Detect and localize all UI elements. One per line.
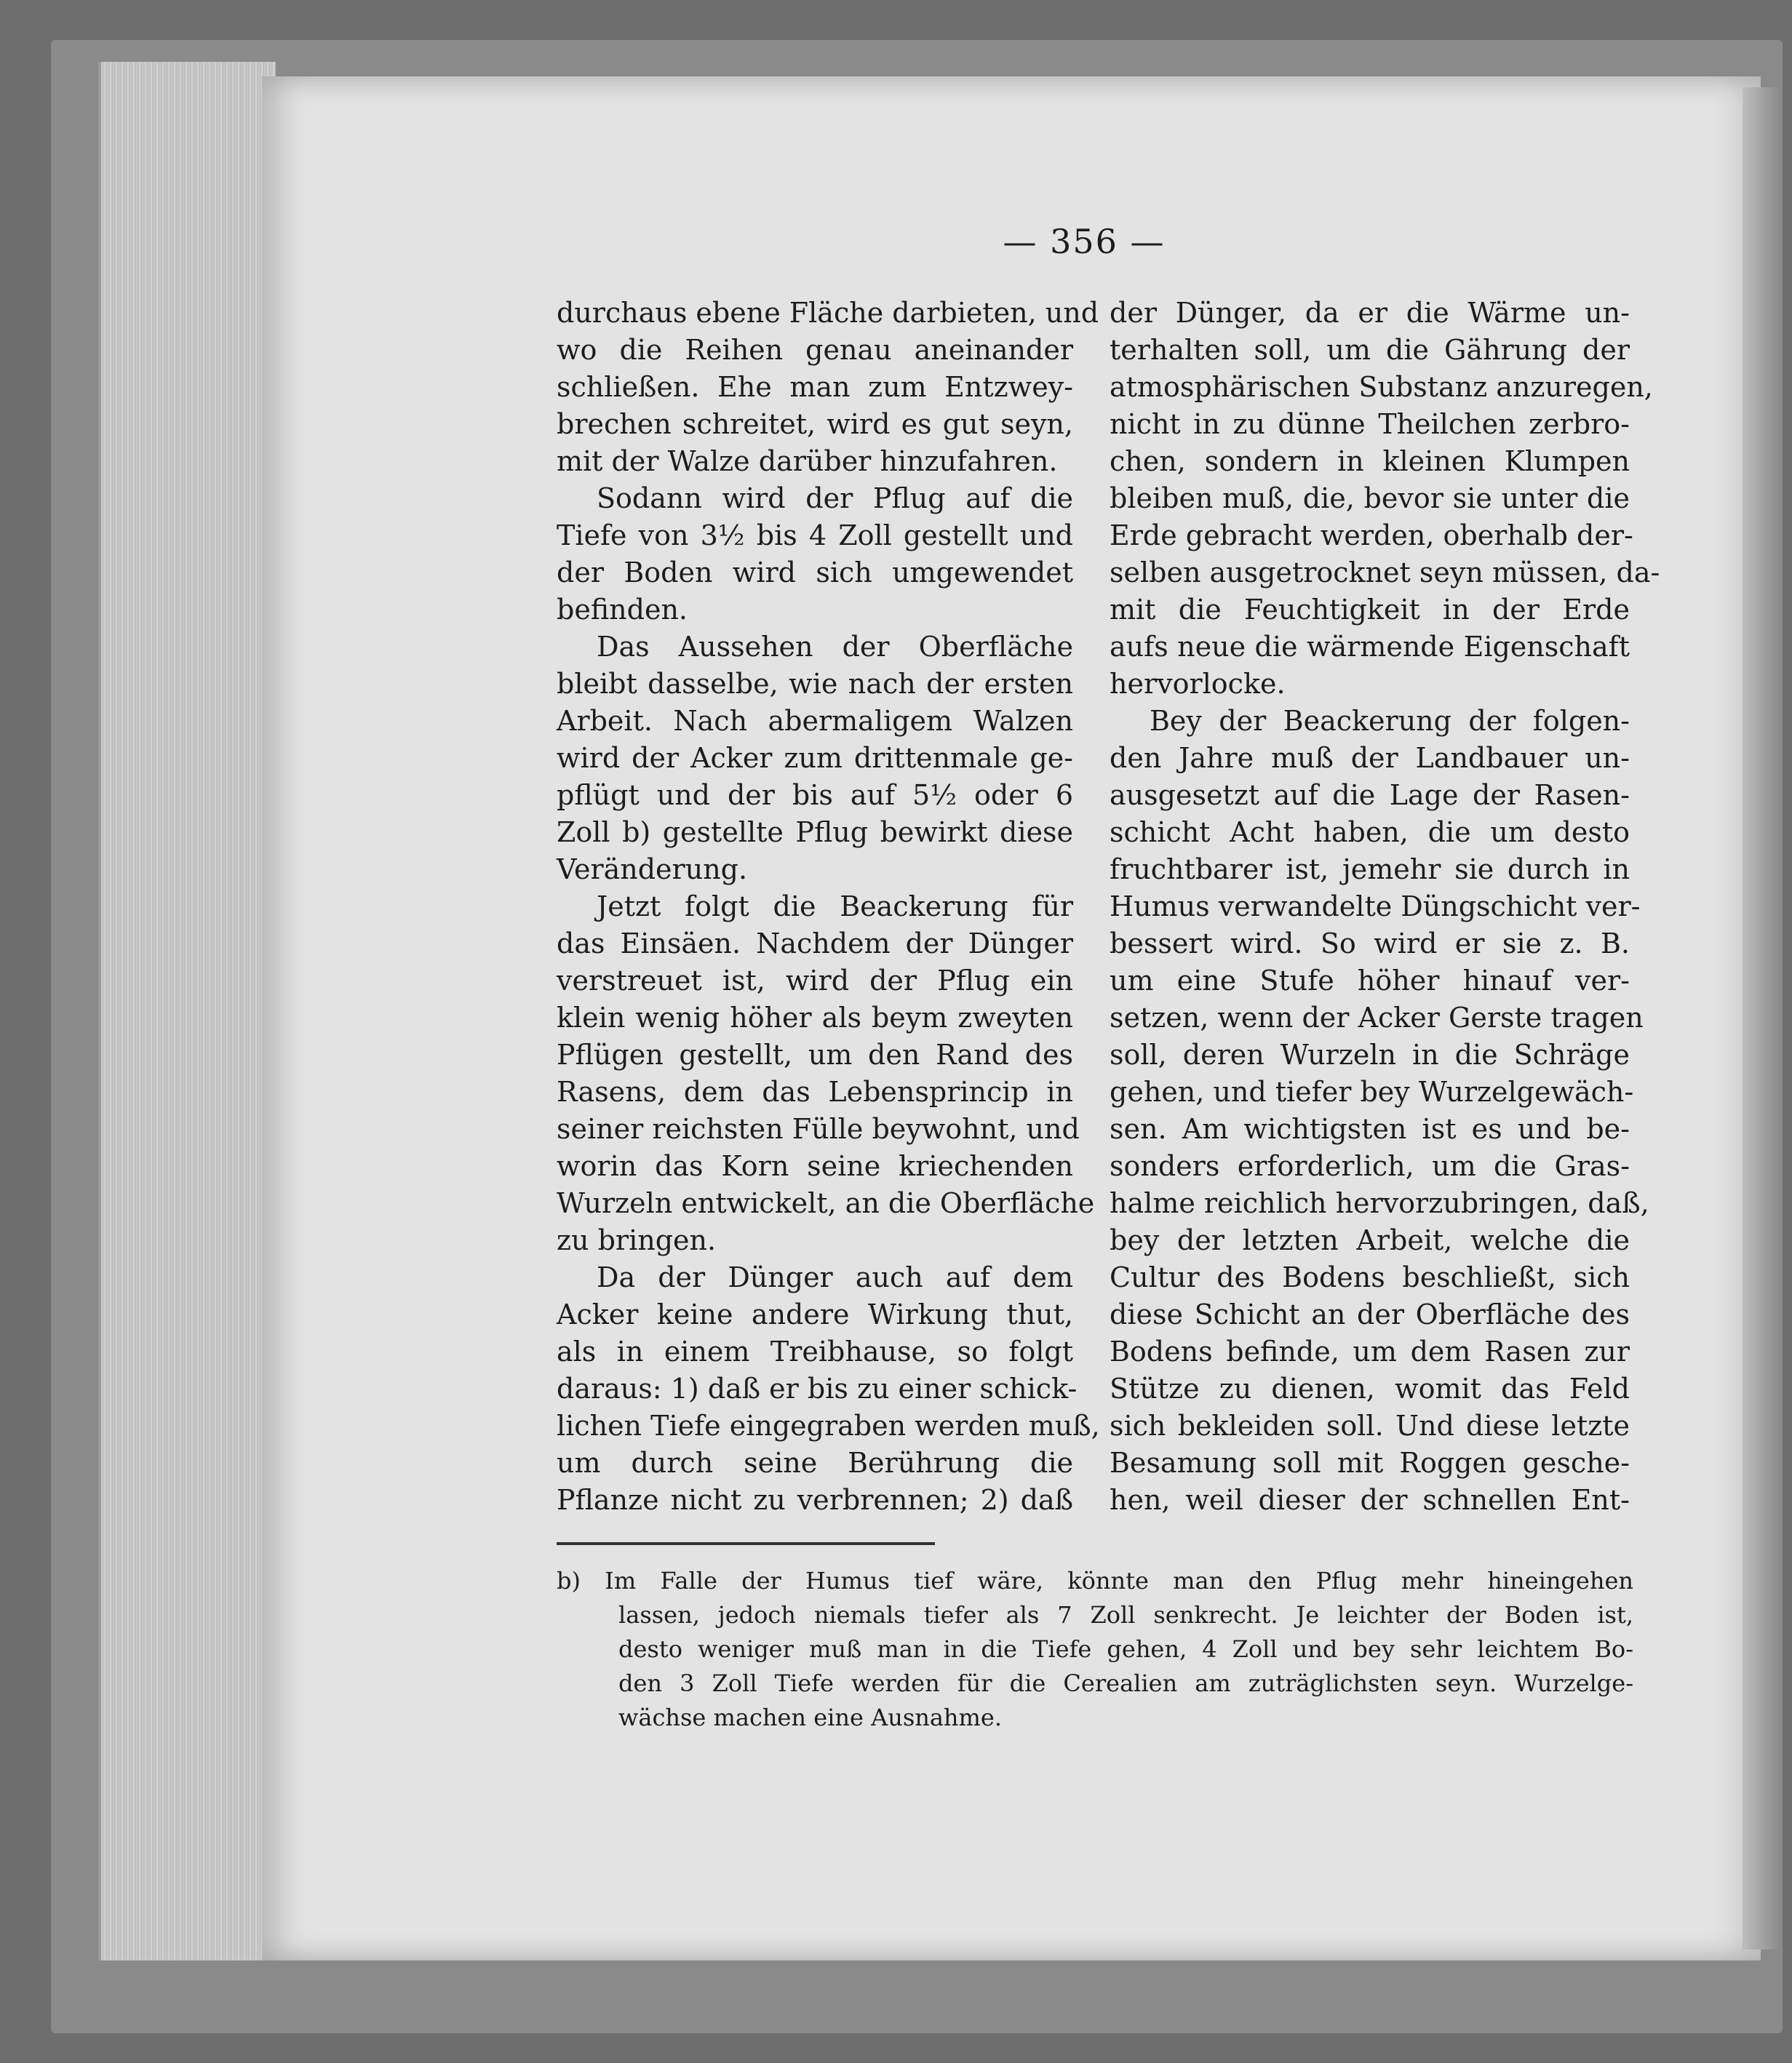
text-line: terhalten soll, um die Gährung der — [1110, 334, 1630, 366]
text-line: den Jahre muß der Landbauer un- — [1110, 742, 1630, 774]
text-line: als in einem Treibhause, so folgt — [557, 1336, 1073, 1368]
text-line: Stütze zu dienen, womit das Feld — [1110, 1373, 1630, 1405]
text-line: wo die Reihen genau aneinander — [557, 334, 1073, 366]
text-line: Das Aussehen der Oberfläche — [597, 631, 1073, 663]
text-line: Humus verwandelte Düngschicht ver- — [1110, 890, 1641, 922]
text-line: Erde gebracht werden, oberhalb der- — [1110, 519, 1633, 551]
page-number: — 356 — — [1003, 222, 1166, 261]
text-line: lichen Tiefe eingegraben werden muß, — [557, 1410, 1100, 1442]
text-line: bey der letzten Arbeit, welche die — [1110, 1224, 1630, 1256]
text-line: atmosphärischen Substanz anzuregen, — [1110, 371, 1653, 403]
text-line: schicht Acht haben, die um desto — [1110, 816, 1630, 848]
text-line: zu bringen. — [557, 1224, 717, 1256]
footnote-line: wächse machen eine Ausnahme. — [618, 1704, 1002, 1731]
footnote-line: lassen, jedoch niemals tiefer als 7 Zoll senkrecht. Je leichter der Boden ist, — [618, 1601, 1633, 1629]
page-edges — [98, 62, 276, 1960]
text-line: seiner reichsten Fülle beywohnt, und — [557, 1113, 1080, 1145]
text-line: selben ausgetrocknet seyn müssen, da- — [1110, 556, 1660, 588]
text-line: mit die Feuchtigkeit in der Erde — [1110, 594, 1630, 626]
text-line: das Einsäen. Nachdem der Dünger — [557, 927, 1073, 959]
text-line: diese Schicht an der Oberfläche des — [1110, 1298, 1630, 1330]
text-line: Da der Dünger auch auf dem — [597, 1261, 1073, 1293]
text-line: Veränderung. — [557, 853, 748, 885]
text-line: Cultur des Bodens beschließt, sich — [1110, 1261, 1630, 1293]
text-line: Sodann wird der Pflug auf die — [597, 482, 1073, 514]
footnote-line: desto weniger muß man in die Tiefe gehen, 4 Zoll und bey sehr leichtem Bo- — [618, 1635, 1633, 1663]
text-line: chen, sondern in kleinen Klumpen — [1110, 445, 1630, 477]
text-line: Bey der Beackerung der folgen- — [1150, 705, 1630, 737]
text-line: Bodens befinde, um dem Rasen zur — [1110, 1336, 1630, 1368]
text-line: pflügt und der bis auf 5½ oder 6 — [557, 779, 1073, 811]
text-line: schließen. Ehe man zum Entzwey- — [557, 371, 1073, 403]
text-line: Tiefe von 3½ bis 4 Zoll gestellt und — [557, 519, 1073, 551]
text-line: Zoll b) gestellte Pflug bewirkt diese — [557, 816, 1073, 848]
text-line: Acker keine andere Wirkung thut, — [557, 1298, 1073, 1330]
text-line: um eine Stufe höher hinauf ver- — [1110, 965, 1630, 997]
text-line: bleibt dasselbe, wie nach der ersten — [557, 668, 1073, 700]
text-line: soll, deren Wurzeln in die Schräge — [1110, 1039, 1630, 1071]
text-line: sich bekleiden soll. Und diese letzte — [1110, 1410, 1630, 1442]
text-line: der Dünger, da er die Wärme un- — [1110, 297, 1630, 329]
text-line: Jetzt folgt die Beackerung für — [597, 890, 1073, 922]
left-text-column — [557, 295, 1100, 1519]
text-line: sen. Am wichtigsten ist es und be- — [1110, 1113, 1630, 1145]
text-line: sonders erforderlich, um die Gras- — [1110, 1150, 1630, 1182]
footnote-separator — [557, 1542, 935, 1545]
page-gutter — [1743, 87, 1779, 1950]
right-text-column — [1110, 295, 1660, 1519]
text-line: worin das Korn seine kriechenden — [557, 1150, 1073, 1182]
text-line: mit der Walze darüber hinzufahren. — [557, 445, 1058, 477]
text-line: halme reichlich hervorzubringen, daß, — [1110, 1187, 1649, 1219]
footnote-line: b) Im Falle der Humus tief wäre, könnte man den Pflug mehr hineingehen — [557, 1567, 1633, 1595]
text-line: durchaus ebene Fläche darbieten, und — [557, 297, 1099, 329]
text-line: befinden. — [557, 594, 688, 626]
text-line: Pflügen gestellt, um den Rand des — [557, 1039, 1073, 1071]
text-line: hen, weil dieser der schnellen Ent- — [1110, 1484, 1630, 1516]
text-line: nicht in zu dünne Theilchen zerbro- — [1110, 408, 1630, 440]
text-line: daraus: 1) daß er bis zu einer schick- — [557, 1373, 1078, 1405]
text-line: bessert wird. So wird er sie z. B. — [1110, 927, 1630, 959]
text-line: fruchtbarer ist, jemehr sie durch in — [1110, 853, 1630, 885]
footnote-line: den 3 Zoll Tiefe werden für die Cerealien am zuträglichsten seyn. Wurzelge- — [618, 1669, 1633, 1697]
text-line: klein wenig höher als beym zweyten — [557, 1002, 1073, 1034]
text-line: wird der Acker zum drittenmale ge- — [557, 742, 1073, 774]
text-line: verstreuet ist, wird der Pflug ein — [557, 965, 1073, 997]
text-line: gehen, und tiefer bey Wurzelgewäch- — [1110, 1076, 1634, 1108]
text-line: Wurzeln entwickelt, an die Oberfläche — [557, 1187, 1095, 1219]
text-line: um durch seine Berührung die — [557, 1447, 1073, 1479]
text-line: aufs neue die wärmende Eigenschaft — [1110, 631, 1630, 663]
text-line: setzen, wenn der Acker Gerste tragen — [1110, 1002, 1644, 1034]
text-line: Pflanze nicht zu verbrennen; 2) daß — [557, 1484, 1073, 1516]
text-line: der Boden wird sich umgewendet — [557, 556, 1073, 588]
text-line: hervorlocke. — [1110, 668, 1286, 700]
text-line: brechen schreitet, wird es gut seyn, — [557, 408, 1073, 440]
text-line: Rasens, dem das Lebensprincip in — [557, 1076, 1073, 1108]
text-line: Besamung soll mit Roggen gesche- — [1110, 1447, 1630, 1479]
text-line: Arbeit. Nach abermaligem Walzen — [557, 705, 1073, 737]
text-line: ausgesetzt auf die Lage der Rasen- — [1110, 779, 1630, 811]
footnote — [557, 1564, 1633, 1735]
text-line: bleiben muß, die, bevor sie unter die — [1110, 482, 1630, 514]
